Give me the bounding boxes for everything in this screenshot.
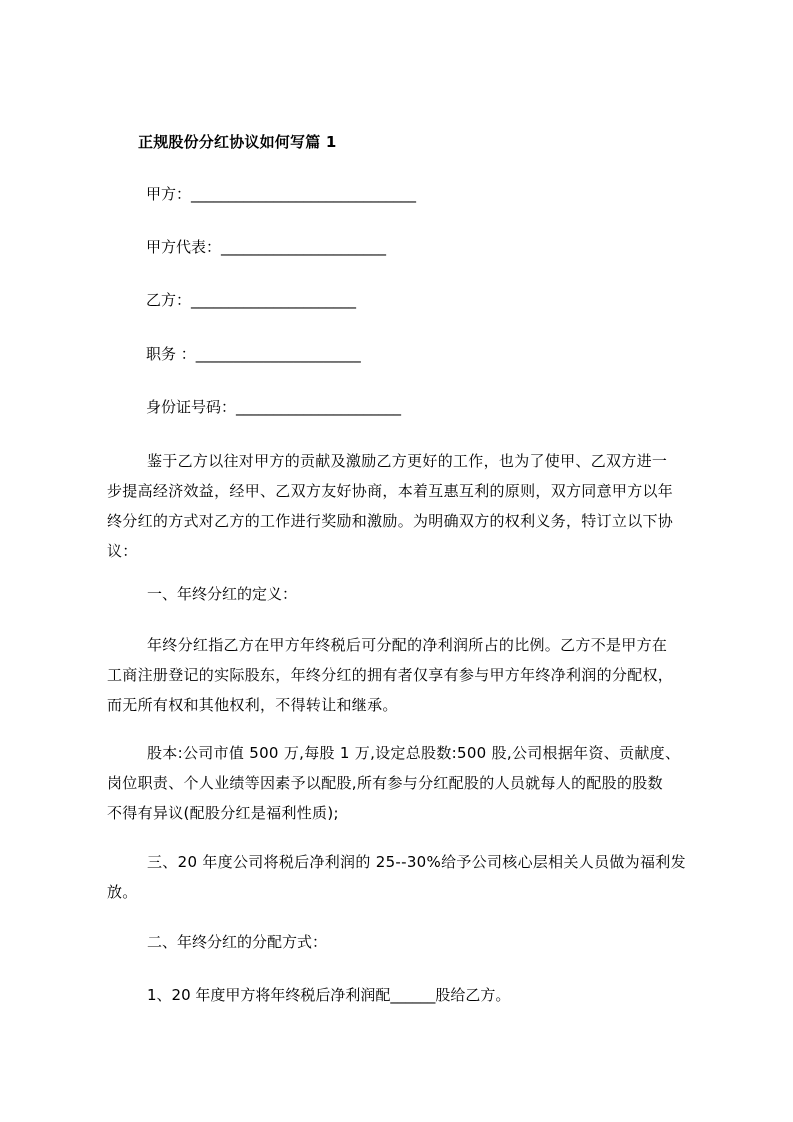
id-number-label: 身份证号码：: [146, 398, 237, 416]
document-title: 正规股份分红协议如何写篇 1: [138, 133, 337, 151]
stock-paragraph: [107, 738, 701, 828]
stock-line: 不得有异议(配股分红是福利性质);: [107, 804, 339, 822]
intro-paragraph: [107, 446, 701, 566]
position-blank: ______________________: [195, 345, 361, 363]
party-a-blank: ______________________________: [191, 185, 417, 203]
intro-line: 终分红的方式对乙方的工作进行奖励和激励。为明确双方的权利义务，特订立以下协: [107, 512, 674, 530]
party-b-label: 乙方：: [146, 291, 192, 309]
item-3-line: 三、20 年度公司将税后净利润的 25--30%给予公司核心层相关人员做为福利发: [147, 853, 686, 871]
item-3-line: 放。: [107, 883, 138, 901]
party-a-rep-label: 甲方代表：: [146, 238, 222, 256]
intro-line: 议：: [107, 542, 138, 560]
position-label: 职务 ：: [146, 345, 196, 363]
id-number-blank: ______________________: [236, 398, 402, 416]
intro-line: 鉴于乙方以往对甲方的贡献及激励乙方更好的工作，也为了使甲、乙双方进一: [147, 452, 668, 470]
definition-line: 年终分红指乙方在甲方年终税后可分配的净利润所占的比例。乙方不是甲方在: [147, 636, 668, 654]
party-b-field: [146, 290, 356, 310]
party-b-blank: ______________________: [191, 291, 357, 309]
party-a-field: [146, 184, 416, 204]
stock-line: 岗位职责、个人业绩等因素予以配股,所有参与分红配股的人员就每人的配股的股数: [107, 774, 663, 792]
party-a-rep-blank: ______________________: [221, 238, 387, 256]
party-a-label: 甲方：: [146, 185, 192, 203]
intro-line: 步提高经济效益，经甲、乙双方友好协商，本着互惠互利的原则，双方同意甲方以年: [107, 482, 674, 500]
stock-line: 股本:公司市值 500 万,每股 1 万,设定总股数:500 股,公司根据年资、贡献度、: [147, 744, 681, 762]
definition-paragraph: [107, 630, 701, 720]
party-a-rep-field: [146, 237, 386, 257]
definition-line: 而无所有权和其他权利，不得转让和继承。: [107, 696, 398, 714]
section-1-heading: 一、年终分红的定义：: [147, 585, 298, 603]
id-number-field: [146, 397, 401, 417]
position-field: [146, 344, 361, 364]
item-1-line: 1、20 年度甲方将年终税后净利润配______股给乙方。: [147, 986, 511, 1004]
item-3-paragraph: [107, 847, 701, 907]
definition-line: 工商注册登记的实际股东，年终分红的拥有者仅享有参与甲方年终净利润的分配权，: [107, 666, 674, 684]
section-2-heading: 二、年终分红的分配方式：: [147, 933, 328, 951]
